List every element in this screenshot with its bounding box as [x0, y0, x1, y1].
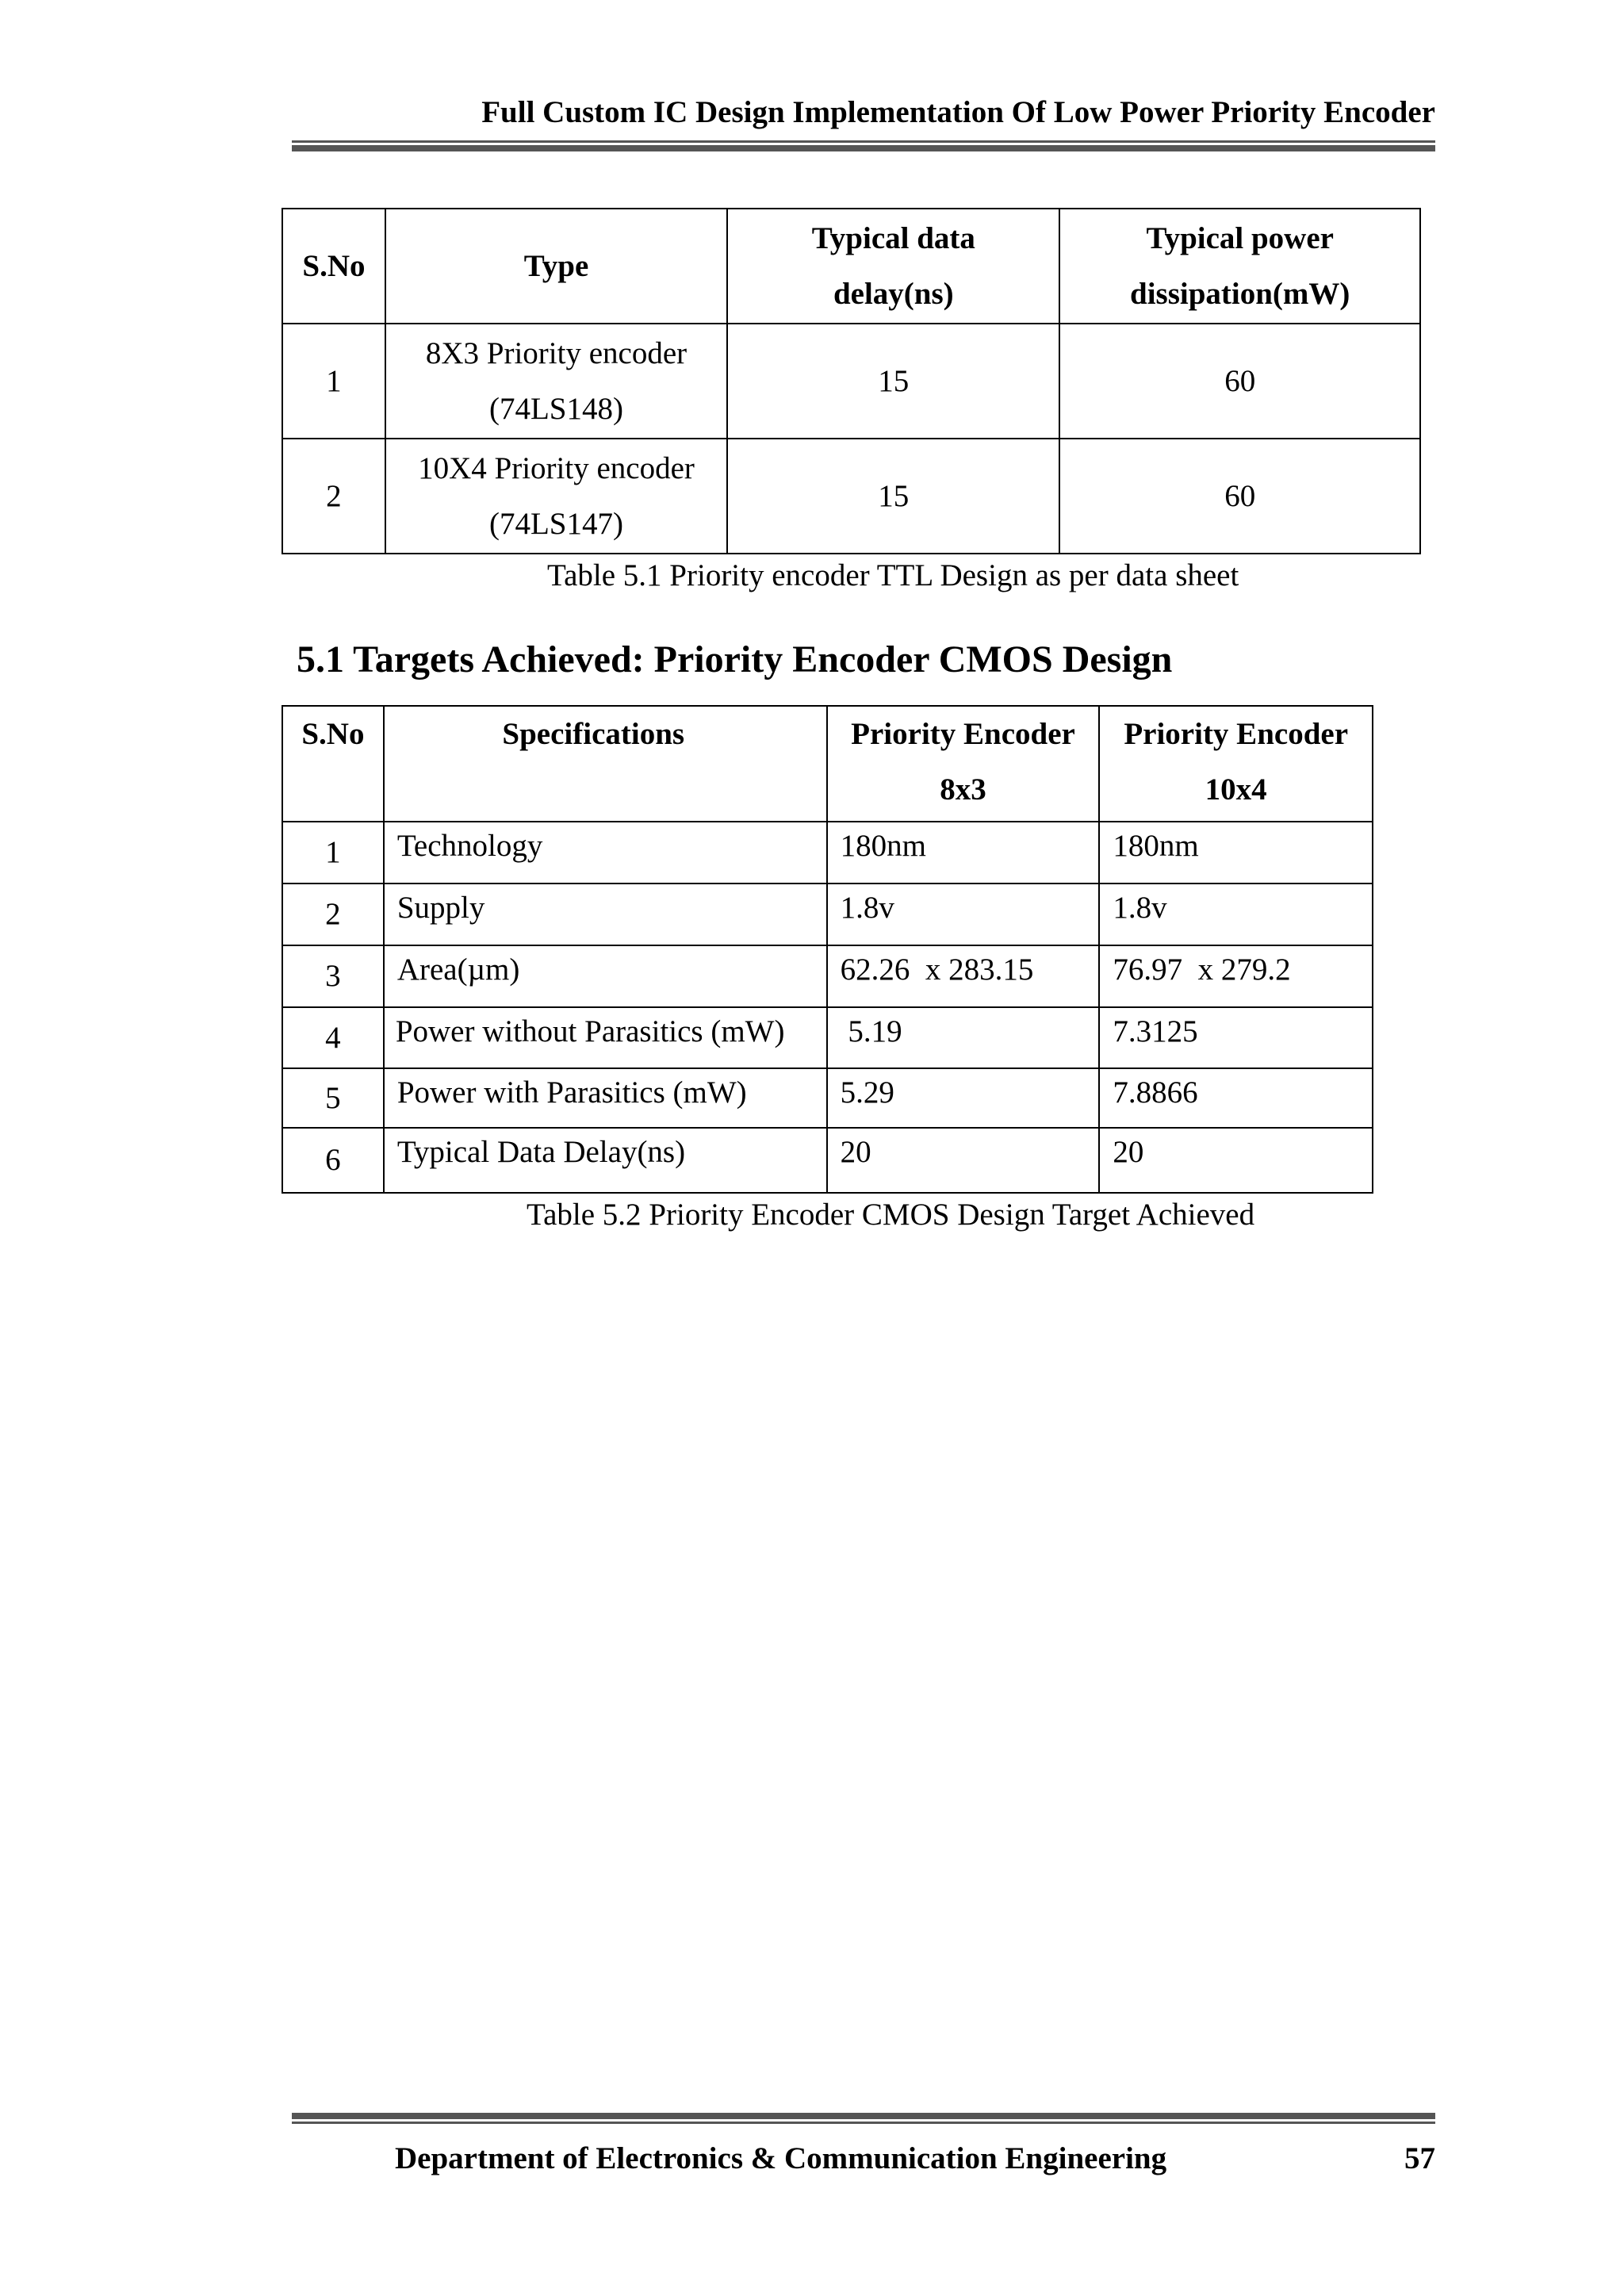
cell-spec: Supply [384, 884, 827, 945]
header-delay: Typical data delay(ns) [727, 209, 1059, 324]
running-header: Full Custom IC Design Implementation Of Low Power Priority Encoder [481, 95, 1435, 129]
cell-10x4: 7.8866 [1099, 1068, 1373, 1128]
header-specifications: Specifications [384, 706, 827, 822]
ttl-design-table [282, 208, 1421, 554]
header-power: Typical power dissipation(mW) [1059, 209, 1420, 324]
cell-8x3: 20 [827, 1128, 1100, 1193]
cell-spec: Power without Parasitics (mW) [384, 1007, 827, 1068]
header-sno: S.No [282, 706, 384, 822]
cell-power: 60 [1059, 439, 1420, 554]
footer-rule-thin [292, 2122, 1435, 2124]
cell-sno: 5 [282, 1068, 384, 1128]
cell-power: 60 [1059, 324, 1420, 439]
cell-sno: 3 [282, 945, 384, 1007]
table-header-row [282, 706, 1373, 822]
cell-8x3: 5.29 [827, 1068, 1100, 1128]
cell-sno: 1 [282, 324, 385, 439]
cell-10x4: 180nm [1099, 822, 1373, 884]
section-heading: 5.1 Targets Achieved: Priority Encoder CMOS Design [297, 638, 1173, 680]
table-row [282, 1068, 1373, 1128]
header-sno: S.No [282, 209, 385, 324]
header-rule-thin [292, 140, 1435, 143]
header-encoder-8x3: Priority Encoder 8x3 [827, 706, 1100, 822]
cell-8x3: 62.26 x 283.15 [827, 945, 1100, 1007]
cell-spec: Technology [384, 822, 827, 884]
cell-type: 10X4 Priority encoder (74LS147) [385, 439, 727, 554]
cell-sno: 2 [282, 439, 385, 554]
table-row [282, 324, 1420, 439]
table-row [282, 1128, 1373, 1193]
header-encoder-10x4: Priority Encoder 10x4 [1099, 706, 1373, 822]
cell-spec: Area(µm) [384, 945, 827, 1007]
table-row [282, 822, 1373, 884]
cell-spec: Typical Data Delay(ns) [384, 1128, 827, 1193]
table-row [282, 439, 1420, 554]
cell-10x4: 20 [1099, 1128, 1373, 1193]
table-row [282, 945, 1373, 1007]
cell-8x3: 180nm [827, 822, 1100, 884]
cell-type: 8X3 Priority encoder (74LS148) [385, 324, 727, 439]
table-row [282, 884, 1373, 945]
table-header-row [282, 209, 1420, 324]
table-caption: Table 5.1 Priority encoder TTL Design as per data sheet [547, 558, 1239, 592]
cell-sno: 6 [282, 1128, 384, 1193]
cell-spec: Power with Parasitics (mW) [384, 1068, 827, 1128]
footer-rule-thick [292, 2113, 1435, 2119]
cmos-targets-table [282, 705, 1373, 1194]
cell-10x4: 7.3125 [1099, 1007, 1373, 1068]
cell-8x3: 5.19 [827, 1007, 1100, 1068]
table-caption: Table 5.2 Priority Encoder CMOS Design Target Achieved [527, 1198, 1255, 1232]
header-rule-thick [292, 145, 1435, 151]
cell-10x4: 76.97 x 279.2 [1099, 945, 1373, 1007]
cell-sno: 2 [282, 884, 384, 945]
table-row [282, 1007, 1373, 1068]
cell-8x3: 1.8v [827, 884, 1100, 945]
header-type: Type [385, 209, 727, 324]
cell-10x4: 1.8v [1099, 884, 1373, 945]
cell-delay: 15 [727, 324, 1059, 439]
cell-sno: 1 [282, 822, 384, 884]
cell-sno: 4 [282, 1007, 384, 1068]
cell-delay: 15 [727, 439, 1059, 554]
footer-department: Department of Electronics & Communication Engineering [395, 2141, 1167, 2175]
page-number: 57 [1404, 2141, 1435, 2175]
